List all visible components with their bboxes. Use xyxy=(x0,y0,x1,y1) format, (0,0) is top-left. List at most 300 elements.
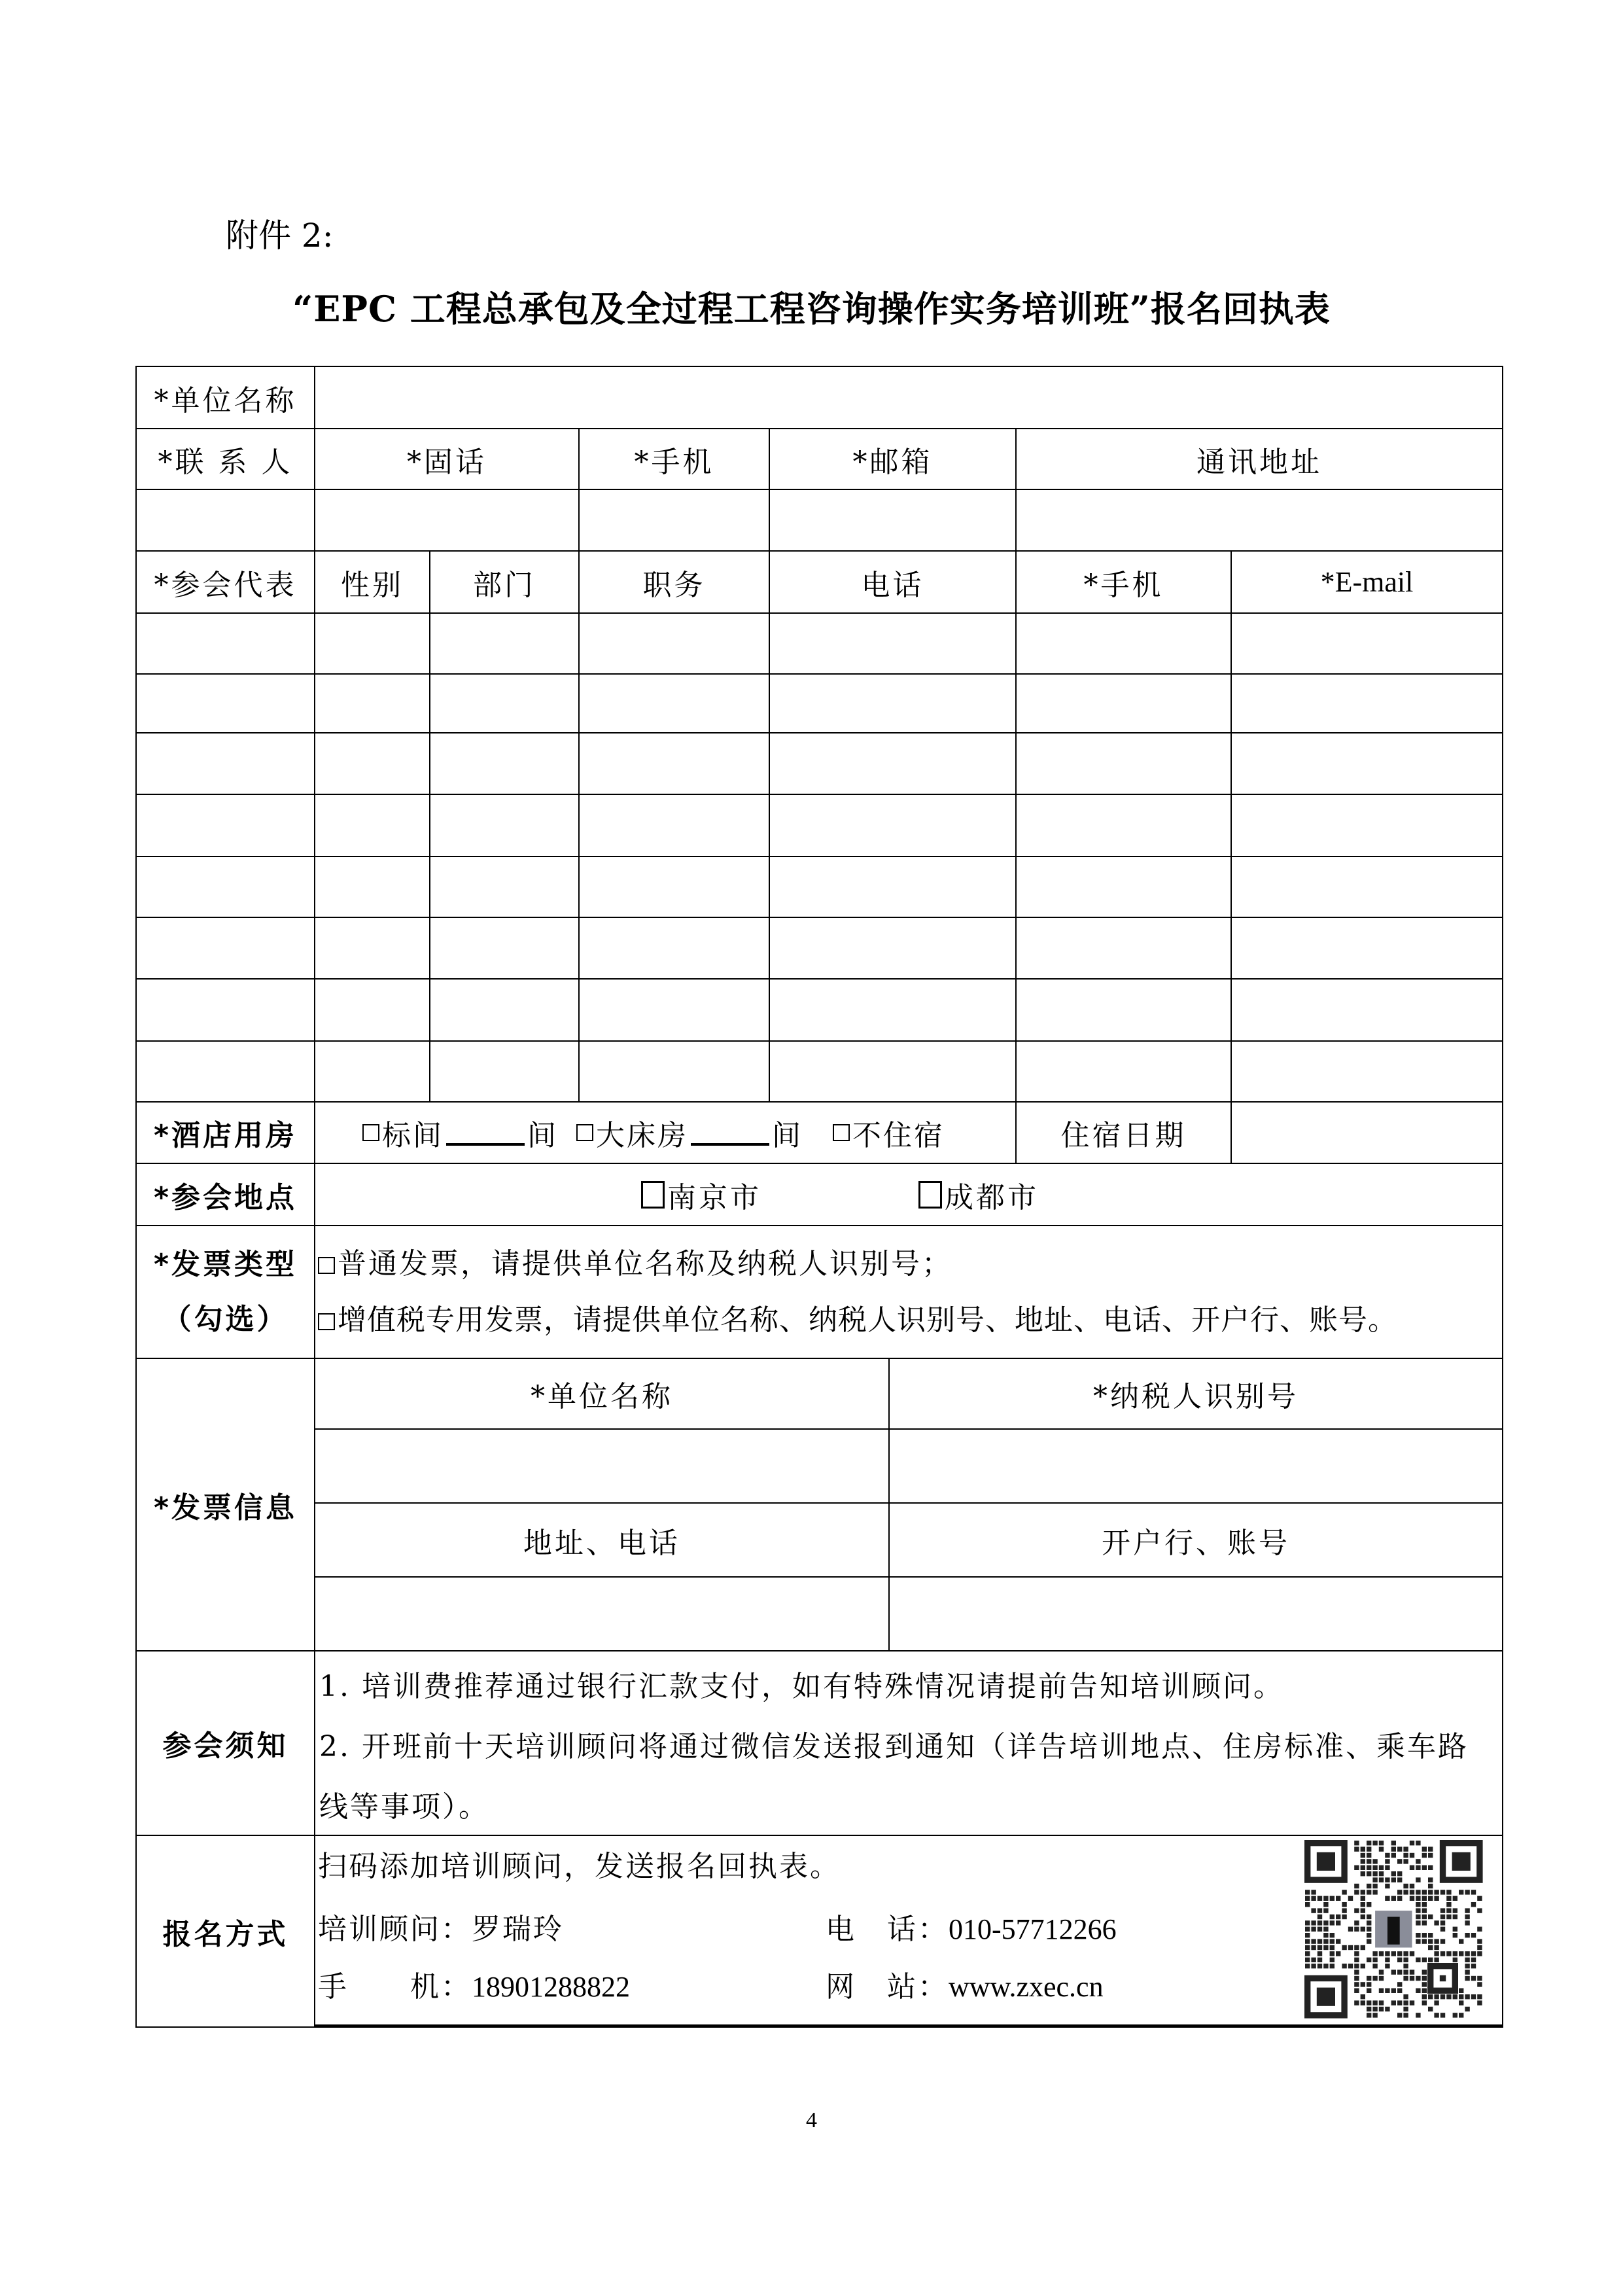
qr-module xyxy=(1422,1853,1427,1858)
delegate-cell-input[interactable] xyxy=(1230,856,1503,918)
qr-module xyxy=(1361,1865,1365,1870)
venue-chengdu-label: 成都市 xyxy=(945,1180,1039,1214)
qr-module xyxy=(1361,1945,1365,1950)
delegate-cell-input[interactable] xyxy=(135,612,315,675)
delegate-cell-input[interactable] xyxy=(1230,673,1503,733)
qr-module xyxy=(1361,1982,1365,1987)
qr-module xyxy=(1416,1902,1420,1907)
qr-module xyxy=(1305,1896,1310,1901)
qr-module xyxy=(1311,1945,1316,1950)
unit-name-input[interactable] xyxy=(314,366,1503,429)
qr-module xyxy=(1367,1927,1371,1932)
invoice-address-phone-input[interactable] xyxy=(314,1576,890,1651)
qr-module xyxy=(1354,1976,1359,1981)
qr-module xyxy=(1397,1877,1402,1882)
qr-finder-center xyxy=(1317,1852,1335,1871)
qr-module xyxy=(1422,1939,1427,1943)
contact-person-label: *联 系 人 xyxy=(135,428,315,490)
qr-module xyxy=(1361,1859,1365,1863)
delegate-cell-input[interactable] xyxy=(429,978,580,1042)
qr-module xyxy=(1305,1958,1310,1962)
qr-module xyxy=(1372,1964,1377,1968)
delegate-cell-input[interactable] xyxy=(769,732,1017,795)
qr-module xyxy=(1434,1890,1439,1894)
delegate-cell-input[interactable] xyxy=(135,794,315,857)
delegate-cell-input[interactable] xyxy=(1015,1040,1232,1103)
qr-module xyxy=(1354,1988,1359,1993)
qr-module xyxy=(1434,1945,1439,1950)
delegate-cell-input[interactable] xyxy=(1230,978,1503,1042)
contact-landline-input[interactable] xyxy=(314,489,580,552)
qr-module xyxy=(1416,1908,1420,1913)
qr-module xyxy=(1367,2000,1371,2005)
qr-module xyxy=(1367,1976,1371,1981)
contact-email-input[interactable] xyxy=(769,489,1017,552)
delegate-cell-input[interactable] xyxy=(1230,732,1503,795)
qr-module xyxy=(1446,1908,1451,1913)
qr-module xyxy=(1318,1939,1322,1943)
qr-module xyxy=(1403,1969,1408,1974)
vat-invoice-checkbox[interactable] xyxy=(318,1313,335,1330)
delegate-cell-input[interactable] xyxy=(314,673,430,733)
delegate-cell-input[interactable] xyxy=(314,978,430,1042)
qr-module xyxy=(1440,1915,1445,1919)
qr-module xyxy=(1379,1969,1384,1974)
qr-module xyxy=(1367,1958,1371,1962)
delegate-cell-input[interactable] xyxy=(1015,673,1232,733)
qr-module xyxy=(1354,1958,1359,1962)
qr-module xyxy=(1385,1884,1389,1888)
qr-module xyxy=(1416,1958,1420,1962)
qr-module xyxy=(1372,2000,1377,2005)
website-label: 网 站： xyxy=(826,1970,949,2004)
qr-module xyxy=(1477,1994,1482,1999)
delegate-cell-input[interactable] xyxy=(769,978,1017,1042)
qr-module xyxy=(1336,1920,1340,1925)
invoice-bank-account-input[interactable] xyxy=(888,1576,1503,1651)
registration-label: 报名方式 xyxy=(135,1835,315,2028)
qr-module xyxy=(1410,1865,1414,1870)
venue-options xyxy=(314,1163,1503,1226)
qr-module xyxy=(1440,1994,1445,1999)
qr-module xyxy=(1372,2007,1377,2011)
qr-module xyxy=(1311,1908,1316,1913)
delegate-mobile-header: *手机 xyxy=(1015,550,1232,614)
qr-module xyxy=(1385,1859,1389,1863)
mobile-label: 手 机： xyxy=(318,1970,472,2004)
delegate-cell-input[interactable] xyxy=(578,612,770,675)
qr-module xyxy=(1385,1951,1389,1956)
delegate-cell-input[interactable] xyxy=(135,1040,315,1103)
qr-module xyxy=(1311,1896,1316,1901)
stay-date-input[interactable] xyxy=(1230,1101,1503,1164)
qr-module xyxy=(1477,1908,1482,1913)
qr-module xyxy=(1459,1994,1463,1999)
qr-module xyxy=(1367,1939,1371,1943)
qr-module xyxy=(1416,2013,1420,2017)
qr-module xyxy=(1465,1915,1469,1919)
delegate-cell-input[interactable] xyxy=(1230,612,1503,675)
delegate-cell-input[interactable] xyxy=(578,1040,770,1103)
qr-module xyxy=(1422,2000,1427,2005)
qr-module xyxy=(1305,1920,1310,1925)
qr-module xyxy=(1397,1871,1402,1876)
qr-module xyxy=(1453,1896,1457,1901)
invoice-info-label: *发票信息 xyxy=(135,1358,315,1651)
delegate-cell-input[interactable] xyxy=(314,612,430,675)
qr-module xyxy=(1367,2007,1371,2011)
delegate-cell-input[interactable] xyxy=(1230,794,1503,857)
qr-module xyxy=(1428,1945,1433,1950)
qr-module xyxy=(1422,1902,1427,1907)
delegate-cell-input[interactable] xyxy=(578,917,770,980)
qr-module xyxy=(1367,1871,1371,1876)
qr-module xyxy=(1305,1933,1310,1937)
contact-person-input[interactable] xyxy=(135,489,315,552)
qr-module xyxy=(1367,1933,1371,1937)
qr-module xyxy=(1305,1945,1310,1950)
qr-module xyxy=(1336,1915,1340,1919)
qr-module xyxy=(1354,1951,1359,1956)
qr-module xyxy=(1361,1915,1365,1919)
qr-module xyxy=(1361,1902,1365,1907)
delegate-cell-input[interactable] xyxy=(314,917,430,980)
qr-module xyxy=(1459,1939,1463,1943)
advisor-name: 罗瑞玲 xyxy=(472,1913,564,1946)
qr-module xyxy=(1465,1994,1469,1999)
qr-module xyxy=(1323,1927,1328,1932)
qr-module xyxy=(1410,2000,1414,2005)
delegate-cell-input[interactable] xyxy=(1015,978,1232,1042)
qr-module xyxy=(1305,1890,1310,1894)
delegate-cell-input[interactable] xyxy=(769,856,1017,918)
invoice-type-label xyxy=(135,1225,315,1359)
qr-module xyxy=(1403,1951,1408,1956)
delegate-cell-input[interactable] xyxy=(578,673,770,733)
delegate-cell-input[interactable] xyxy=(769,917,1017,980)
qr-module xyxy=(1367,1865,1371,1870)
qr-module xyxy=(1330,1945,1335,1950)
qr-module xyxy=(1422,1988,1427,1993)
qr-module xyxy=(1361,1927,1365,1932)
qr-module xyxy=(1367,1853,1371,1858)
qr-module xyxy=(1422,1933,1427,1937)
qr-module xyxy=(1416,1920,1420,1925)
delegate-cell-input[interactable] xyxy=(578,732,770,795)
delegate-cell-input[interactable] xyxy=(135,673,315,733)
delegate-cell-input[interactable] xyxy=(1230,917,1503,980)
venue-nanjing-checkbox[interactable] xyxy=(641,1181,665,1209)
qr-module xyxy=(1403,1853,1408,1858)
qr-module xyxy=(1465,1951,1469,1956)
qr-module xyxy=(1434,2000,1439,2005)
qr-module xyxy=(1318,1920,1322,1925)
delegate-cell-input[interactable] xyxy=(769,1040,1017,1103)
qr-module xyxy=(1385,1958,1389,1962)
qr-module xyxy=(1403,2013,1408,2017)
qr-module xyxy=(1465,1964,1469,1968)
qr-module xyxy=(1391,1969,1396,1974)
invoice-taxpayer-id-input[interactable] xyxy=(888,1428,1503,1504)
qr-module xyxy=(1305,1964,1310,1968)
qr-module xyxy=(1318,1958,1322,1962)
delegate-cell-input[interactable] xyxy=(578,794,770,857)
delegate-email-header: *E-mail xyxy=(1230,550,1503,614)
website-link[interactable]: www.zxec.cn xyxy=(949,1971,1104,2003)
ordinary-invoice-checkbox[interactable] xyxy=(318,1257,335,1274)
qr-module xyxy=(1428,1915,1433,1919)
qr-module xyxy=(1397,1988,1402,1993)
qr-module xyxy=(1367,1982,1371,1987)
hotel-label: *酒店用房 xyxy=(135,1101,315,1164)
delegate-cell-input[interactable] xyxy=(769,673,1017,733)
qr-module xyxy=(1422,1920,1427,1925)
qr-module xyxy=(1311,1920,1316,1925)
delegate-cell-input[interactable] xyxy=(1015,856,1232,918)
qr-module xyxy=(1465,1920,1469,1925)
qr-module xyxy=(1318,1908,1322,1913)
qr-module xyxy=(1330,1958,1335,1962)
delegate-cell-input[interactable] xyxy=(314,732,430,795)
qr-module xyxy=(1372,1865,1377,1870)
standard-room-count-input[interactable] xyxy=(446,1120,525,1146)
qr-module xyxy=(1305,1902,1310,1907)
qr-module xyxy=(1336,1939,1340,1943)
qr-module xyxy=(1453,1927,1457,1932)
qr-module xyxy=(1342,1945,1346,1950)
delegate-cell-input[interactable] xyxy=(429,917,580,980)
delegate-cell-input[interactable] xyxy=(578,856,770,918)
delegate-cell-input[interactable] xyxy=(1015,794,1232,857)
qr-module xyxy=(1471,1890,1476,1894)
qr-module xyxy=(1385,1896,1389,1901)
contact-email-header: *邮箱 xyxy=(769,428,1017,490)
qr-module xyxy=(1434,1958,1439,1962)
invoice-taxpayer-id-header: *纳税人识别号 xyxy=(888,1358,1503,1430)
qr-module xyxy=(1354,1969,1359,1974)
qr-module xyxy=(1397,2013,1402,2017)
invoice-bank-account-header: 开户行、账号 xyxy=(888,1502,1503,1578)
delegate-cell-input[interactable] xyxy=(1015,612,1232,675)
qr-module xyxy=(1330,1915,1335,1919)
qr-module xyxy=(1471,1976,1476,1981)
qr-module xyxy=(1342,1964,1346,1968)
delegate-department-header: 部门 xyxy=(429,550,580,614)
delegate-cell-input[interactable] xyxy=(769,612,1017,675)
qr-module xyxy=(1311,1958,1316,1962)
qr-module xyxy=(1477,1945,1482,1950)
qr-module xyxy=(1330,1964,1335,1968)
qr-module xyxy=(1336,1951,1340,1956)
qr-module xyxy=(1465,1933,1469,1937)
delegate-cell-input[interactable] xyxy=(429,673,580,733)
delegate-cell-input[interactable] xyxy=(769,794,1017,857)
delegate-cell-input[interactable] xyxy=(135,978,315,1042)
ordinary-invoice-label: 普通发票，请提供单位名称及纳税人识别号； xyxy=(338,1246,952,1280)
qr-module xyxy=(1372,1890,1377,1894)
contact-address-header: 通讯地址 xyxy=(1015,428,1503,490)
website-row xyxy=(826,1963,1104,2005)
qr-module xyxy=(1465,1969,1469,1974)
qr-module xyxy=(1391,1846,1396,1851)
contact-mobile-input[interactable] xyxy=(578,489,770,552)
qr-module xyxy=(1422,1865,1427,1870)
qr-module xyxy=(1403,1884,1408,1888)
standard-room-checkbox[interactable] xyxy=(362,1124,379,1141)
qr-module xyxy=(1379,1871,1384,1876)
qr-module xyxy=(1367,1902,1371,1907)
delegate-cell-input[interactable] xyxy=(314,856,430,918)
page-number: 4 xyxy=(806,2108,817,2132)
contact-address-input[interactable] xyxy=(1015,489,1503,552)
wechat-qr-code-icon[interactable] xyxy=(1302,1837,1486,2022)
qr-module xyxy=(1465,2007,1469,2011)
qr-module xyxy=(1477,1976,1482,1981)
qr-module xyxy=(1391,1853,1396,1858)
qr-module xyxy=(1446,1890,1451,1894)
qr-module xyxy=(1372,2013,1377,2017)
qr-module xyxy=(1348,1945,1353,1950)
delegate-cell-input[interactable] xyxy=(135,917,315,980)
invoice-type-options xyxy=(314,1225,1503,1359)
qr-module xyxy=(1385,2007,1389,2011)
invoice-unit-name-input[interactable] xyxy=(314,1428,890,1504)
qr-module xyxy=(1354,1945,1359,1950)
qr-module xyxy=(1477,1896,1482,1901)
qr-module xyxy=(1342,1902,1346,1907)
qr-module xyxy=(1471,1951,1476,1956)
qr-module xyxy=(1428,2007,1433,2011)
qr-module xyxy=(1367,1841,1371,1845)
qr-module xyxy=(1318,1945,1322,1950)
qr-module xyxy=(1311,1890,1316,1894)
delegate-cell-input[interactable] xyxy=(429,856,580,918)
vat-invoice-label: 增值税专用发票，请提供单位名称、纳税人识别号、地址、电话、开户行、账号。 xyxy=(338,1303,1397,1337)
king-room-count-input[interactable] xyxy=(691,1120,769,1146)
qr-module xyxy=(1410,1951,1414,1956)
qr-module xyxy=(1434,1939,1439,1943)
no-accommodation-checkbox[interactable] xyxy=(833,1124,850,1141)
qr-module xyxy=(1397,1951,1402,1956)
qr-module xyxy=(1342,1908,1346,1913)
qr-module xyxy=(1459,2000,1463,2005)
qr-module xyxy=(1318,1915,1322,1919)
qr-module xyxy=(1453,2013,1457,2017)
qr-module xyxy=(1361,1908,1365,1913)
qr-module xyxy=(1416,1933,1420,1937)
delegate-cell-input[interactable] xyxy=(429,732,580,795)
qr-module xyxy=(1422,1890,1427,1894)
qr-module xyxy=(1416,1988,1420,1993)
qr-module xyxy=(1397,1846,1402,1851)
qr-module xyxy=(1410,1853,1414,1858)
qr-module xyxy=(1422,1846,1427,1851)
qr-module xyxy=(1440,2013,1445,2017)
qr-module xyxy=(1428,1865,1433,1870)
qr-module xyxy=(1367,2013,1371,2017)
qr-module xyxy=(1323,1920,1328,1925)
qr-module xyxy=(1354,1865,1359,1870)
qr-module xyxy=(1453,1915,1457,1919)
qr-module xyxy=(1477,2000,1482,2005)
qr-module xyxy=(1372,1976,1377,1981)
qr-module xyxy=(1403,2007,1408,2011)
qr-module xyxy=(1323,1902,1328,1907)
qr-module xyxy=(1453,1933,1457,1937)
qr-module xyxy=(1348,1927,1353,1932)
qr-module xyxy=(1305,1927,1310,1932)
delegate-cell-input[interactable] xyxy=(314,794,430,857)
delegate-cell-input[interactable] xyxy=(135,856,315,918)
king-room-checkbox[interactable] xyxy=(576,1124,593,1141)
qr-module xyxy=(1422,1982,1427,1987)
delegate-position-header: 职务 xyxy=(578,550,770,614)
stay-date-label: 住宿日期 xyxy=(1015,1101,1232,1164)
qr-module xyxy=(1416,1841,1420,1845)
qr-module xyxy=(1330,1939,1335,1943)
attachment-label: 附件 2: xyxy=(226,217,334,255)
qr-module xyxy=(1391,1871,1396,1876)
qr-module xyxy=(1416,1865,1420,1870)
qr-module xyxy=(1348,1964,1353,1968)
qr-module xyxy=(1410,1890,1414,1894)
qr-module xyxy=(1354,1982,1359,1987)
qr-module xyxy=(1416,1859,1420,1863)
qr-module xyxy=(1361,1846,1365,1851)
delegate-cell-input[interactable] xyxy=(135,732,315,795)
contact-mobile-header: *手机 xyxy=(578,428,770,490)
delegate-cell-input[interactable] xyxy=(1015,732,1232,795)
qr-module xyxy=(1416,1877,1420,1882)
delegate-cell-input[interactable] xyxy=(578,978,770,1042)
delegate-cell-input[interactable] xyxy=(1015,917,1232,980)
qr-module xyxy=(1323,1933,1328,1937)
delegate-cell-input[interactable] xyxy=(314,1040,430,1103)
qr-module xyxy=(1372,1877,1377,1882)
venue-chengdu-checkbox[interactable] xyxy=(918,1181,942,1209)
contact-landline-header: *固话 xyxy=(314,428,580,490)
qr-module xyxy=(1372,1951,1377,1956)
venue-nanjing-label: 南京市 xyxy=(667,1180,761,1214)
qr-module xyxy=(1397,1859,1402,1863)
qr-module xyxy=(1471,1964,1476,1968)
qr-finder-center xyxy=(1452,1852,1471,1871)
qr-module xyxy=(1379,2000,1384,2005)
qr-module xyxy=(1465,1958,1469,1962)
delegate-cell-input[interactable] xyxy=(429,1040,580,1103)
qr-module xyxy=(1422,1915,1427,1919)
qr-module xyxy=(1428,1994,1433,1999)
qr-module xyxy=(1305,1939,1310,1943)
delegate-cell-input[interactable] xyxy=(429,612,580,675)
qr-module xyxy=(1379,1877,1384,1882)
qr-module xyxy=(1367,1915,1371,1919)
qr-module xyxy=(1361,2000,1365,2005)
qr-module xyxy=(1397,1982,1402,1987)
delegate-cell-input[interactable] xyxy=(429,794,580,857)
qr-module xyxy=(1465,1890,1469,1894)
qr-module xyxy=(1434,2013,1439,2017)
qr-module xyxy=(1367,1890,1371,1894)
qr-module xyxy=(1410,1884,1414,1888)
qr-module xyxy=(1446,1896,1451,1901)
qr-module xyxy=(1453,1908,1457,1913)
invoice-unit-name-header: *单位名称 xyxy=(314,1358,890,1430)
delegate-cell-input[interactable] xyxy=(1230,1040,1503,1103)
notes-label: 参会须知 xyxy=(135,1650,315,1836)
qr-module xyxy=(1416,1896,1420,1901)
qr-module xyxy=(1354,1964,1359,1968)
